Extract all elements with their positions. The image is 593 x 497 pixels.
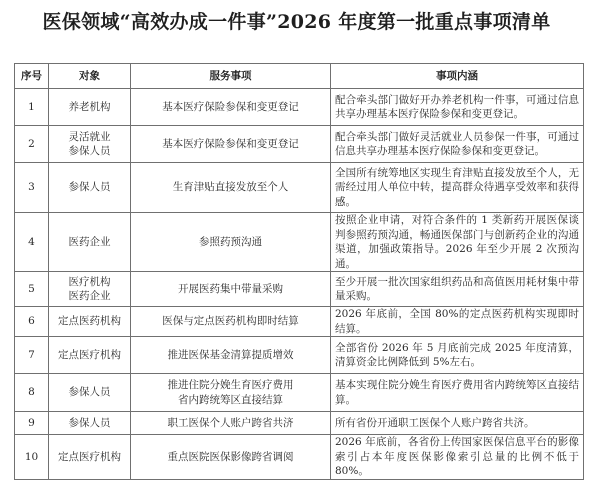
cell-service: 生育津贴直接发放至个人 bbox=[131, 163, 331, 213]
document-title: 医保领域“高效办成一件事”2026 年度第一批重点事项清单 bbox=[42, 11, 551, 33]
cell-content: 2026 年底前，各省份上传国家医保信息平台的影像索引占本年度医保影像索引总量的比例不低于 80%。 bbox=[331, 435, 584, 480]
cell-service: 推进医保基金清算提质增效 bbox=[131, 337, 331, 374]
cell-index: 2 bbox=[15, 126, 49, 163]
cell-target: 参保人员 bbox=[49, 163, 131, 213]
cell-index: 10 bbox=[15, 435, 49, 480]
cell-target: 定点医疗机构 bbox=[49, 435, 131, 480]
cell-content: 按照企业申请，对符合条件的 1 类新药开展医保谈判参照药预沟通，畅通医保部门与创新药企业的沟通渠道，加强政策指导。2026 年至少开展 2 次预沟通。 bbox=[331, 213, 584, 272]
cell-index: 5 bbox=[15, 272, 49, 307]
cell-content: 配合牵头部门做好灵活就业人员参保一件事，可通过信息共享办理基本医疗保险参保和变更登记。 bbox=[331, 126, 584, 163]
cell-service: 推进住院分娩生育医疗费用 省内跨统筹区直接结算 bbox=[131, 374, 331, 412]
cell-content: 全国所有统筹地区实现生育津贴直接发放至个人，无需经过用人单位中转，提高群众待遇享受效率和获得感。 bbox=[331, 163, 584, 213]
cell-content: 至少开展一批次国家组织药品和高值医用耗材集中带量采购。 bbox=[331, 272, 584, 307]
cell-service: 重点医院医保影像跨省调阅 bbox=[131, 435, 331, 480]
cell-index: 6 bbox=[15, 307, 49, 337]
cell-target: 灵活就业 参保人员 bbox=[49, 126, 131, 163]
cell-service: 基本医疗保险参保和变更登记 bbox=[131, 126, 331, 163]
cell-target: 养老机构 bbox=[49, 89, 131, 126]
cell-target: 参保人员 bbox=[49, 374, 131, 412]
table-row bbox=[15, 374, 584, 412]
cell-service: 开展医药集中带量采购 bbox=[131, 272, 331, 307]
table-row bbox=[15, 435, 584, 480]
table-row bbox=[15, 89, 584, 126]
cell-target: 定点医药机构 bbox=[49, 307, 131, 337]
header-service: 服务事项 bbox=[131, 64, 331, 89]
cell-content: 配合牵头部门做好开办养老机构一件事，可通过信息共享办理基本医疗保险参保和变更登记。 bbox=[331, 89, 584, 126]
cell-index: 9 bbox=[15, 412, 49, 435]
cell-content: 全部省份 2026 年 5 月底前完成 2025 年度清算，清算资金比例降低到 5%左右。 bbox=[331, 337, 584, 374]
table-row bbox=[15, 126, 584, 163]
cell-content: 所有省份开通职工医保个人账户跨省共济。 bbox=[331, 412, 584, 435]
cell-index: 1 bbox=[15, 89, 49, 126]
cell-service: 基本医疗保险参保和变更登记 bbox=[131, 89, 331, 126]
key-items-table bbox=[14, 63, 584, 480]
cell-index: 4 bbox=[15, 213, 49, 272]
table-row bbox=[15, 213, 584, 272]
table-row bbox=[15, 307, 584, 337]
table-row bbox=[15, 337, 584, 374]
table-header-row bbox=[15, 64, 584, 89]
cell-service: 职工医保个人账户跨省共济 bbox=[131, 412, 331, 435]
table-row bbox=[15, 412, 584, 435]
cell-index: 3 bbox=[15, 163, 49, 213]
table-row bbox=[15, 163, 584, 213]
header-content: 事项内涵 bbox=[331, 64, 584, 89]
cell-target: 定点医疗机构 bbox=[49, 337, 131, 374]
cell-service: 医保与定点医药机构即时结算 bbox=[131, 307, 331, 337]
cell-target: 参保人员 bbox=[49, 412, 131, 435]
cell-service: 参照药预沟通 bbox=[131, 213, 331, 272]
cell-content: 2026 年底前，全国 80%的定点医药机构实现即时结算。 bbox=[331, 307, 584, 337]
table-row bbox=[15, 272, 584, 307]
cell-index: 7 bbox=[15, 337, 49, 374]
header-index: 序号 bbox=[15, 64, 49, 89]
cell-target: 医疗机构 医药企业 bbox=[49, 272, 131, 307]
cell-content: 基本实现住院分娩生育医疗费用省内跨统筹区直接结算。 bbox=[331, 374, 584, 412]
header-target: 对象 bbox=[49, 64, 131, 89]
cell-target: 医药企业 bbox=[49, 213, 131, 272]
cell-index: 8 bbox=[15, 374, 49, 412]
